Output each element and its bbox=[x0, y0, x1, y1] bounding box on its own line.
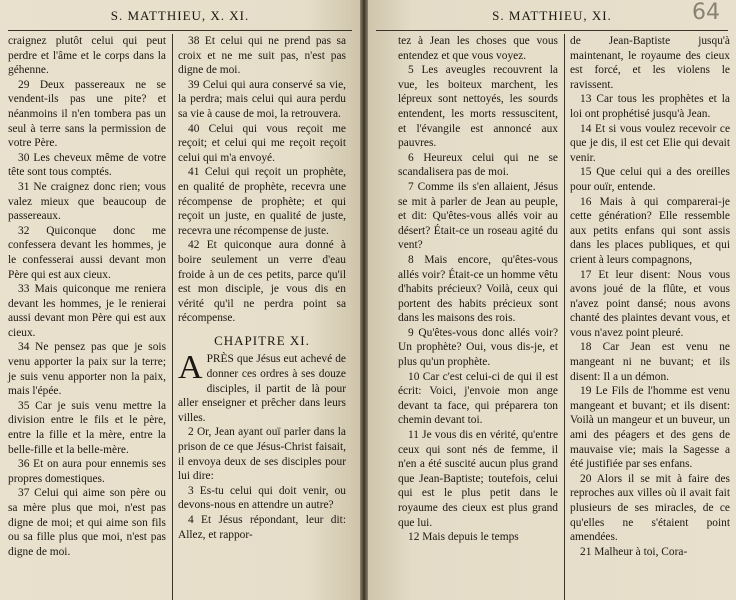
verse: 36 Et on aura pour ennemis ses propres domestiques. bbox=[8, 458, 166, 485]
verse: de Jean-Baptiste jusqu'à maintenant, le royaume des cieux est forcé, et les violens le ravissent. bbox=[570, 35, 730, 91]
verse: 29 Deux passereaux ne se vendent-ils pas une pite? et néanmoins il n'en tombera pas un seul à terre sans la permission de votre Père. bbox=[8, 78, 166, 150]
right-page bbox=[368, 0, 736, 600]
verse: 7 Comme ils s'en allaient, Jésus se mit à parler de Jean au peuple, et dit: Qu'êtes-vous allés voir au désert? Était-ce un roseau agité du vent? bbox=[398, 180, 558, 252]
verse: 19 Le Fils de l'homme est venu mangeant et buvant; et ils disent: Voilà un mangeur et un buveur, un ami des péagers et des gens de mauvaise vie; mais la Sagesse a été justifiée par ses enfans. bbox=[570, 385, 730, 471]
chapter-intro-text: PRÈS que Jésus eut achevé de donner ces ordres à ses douze disciples, il partit de là pour aller enseigner et prêcher dans leurs villes. bbox=[178, 353, 346, 424]
verse: 14 Et si vous voulez recevoir ce que je dis, il est cet Elie qui devait venir. bbox=[570, 122, 730, 164]
verse: 20 Alors il se mit à faire des reproches aux villes où il avait fait plusieurs de ses miracles, de ce qu'elles ne s'étaient point amendées. bbox=[570, 472, 730, 544]
verse: 33 Mais quiconque me reniera devant les hommes, je le renierai aussi devant mon Père qui est aux cieux. bbox=[8, 283, 166, 339]
verse: 9 Qu'êtes-vous donc allés voir? Un prophète? Oui, vous dis-je, et plus qu'un prophète. bbox=[398, 326, 558, 369]
verse: craignez plutôt celui qui peut perdre et l'âme et le corps dans la géhenne. bbox=[8, 35, 166, 77]
verse: 13 Car tous les prophètes et la loi ont prophétisé jusqu'à Jean. bbox=[570, 93, 730, 120]
verse: 15 Que celui qui a des oreilles pour ouïr, entende. bbox=[570, 166, 730, 193]
verse: 32 Quiconque donc me confessera devant les hommes, je le confesserai aussi devant mon Père qui est aux cieux. bbox=[8, 224, 166, 281]
column-2 bbox=[570, 34, 730, 600]
verse: 37 Celui qui aime son père ou sa mère plus que moi, n'est pas digne de moi; et qui aime son fils ou sa fille plus que moi, n'est pas digne de moi. bbox=[8, 487, 166, 558]
chapter-intro bbox=[178, 349, 346, 425]
left-page bbox=[0, 0, 360, 600]
verse: 18 Car Jean est venu ne mangeant ni ne buvant; et ils disent: Il a un démon. bbox=[570, 341, 730, 383]
column-1 bbox=[398, 34, 558, 600]
verse: 34 Ne pensez pas que je sois venu apporter la paix sur la terre; je suis venu apporter non la paix, mais l'épée. bbox=[8, 341, 166, 398]
verse: 11 Je vous dis en vérité, qu'entre ceux qui sont nés de femme, il n'en a été suscité aucun plus grand que Jean-Baptiste; toutefois, celui qui est le plus petit dans le royaume des cieux est plus grand que lui. bbox=[398, 429, 558, 529]
verse: 31 Ne craignez donc rien; vous valez mieux que beaucoup de passereaux. bbox=[8, 180, 166, 223]
chapter-title: CHAPITRE XI. bbox=[214, 332, 310, 348]
book-gutter bbox=[360, 0, 368, 600]
verse: 2 Or, Jean ayant ouï parler dans la prison de ce que Jésus-Christ faisait, il envoya deux de ses disciples pour lui dire: bbox=[178, 426, 346, 483]
verse: 10 Car c'est celui-ci de qui il est écrit: Voici, j'envoie mon ange devant ta face, qui préparera ton chemin devant toi. bbox=[398, 370, 558, 427]
verse: 4 Et Jésus répondant, leur dit: Allez, et rappor- bbox=[178, 514, 346, 541]
verse: 3 Es-tu celui qui doit venir, ou devons-nous en attendre un autre? bbox=[178, 484, 346, 512]
verse: 16 Mais à qui comparerai-je cette génération? Elle ressemble aux petits enfans qui sont assis dans les places publiques, et qui crient à leurs compagnons, bbox=[570, 195, 730, 266]
verse: 30 Les cheveux même de votre tête sont tous comptés. bbox=[8, 151, 166, 179]
verse: 6 Heureux celui qui ne se scandalisera pas de moi. bbox=[398, 151, 558, 179]
verse: 35 Car je suis venu mettre la division entre le fils et le père, entre la fille et la mère, entre la belle-fille et la belle-mère. bbox=[8, 399, 166, 456]
verse: 40 Celui qui vous reçoit me reçoit; et celui qui me reçoit reçoit celui qui m'a envoyé. bbox=[178, 122, 346, 164]
page-number-mark: 64 bbox=[692, 0, 720, 25]
column-1 bbox=[8, 34, 166, 600]
column-divider bbox=[172, 34, 173, 600]
running-head: S. MATTHIEU, X. XI. bbox=[8, 8, 352, 31]
verse: 38 Et celui qui ne prend pas sa croix et ne me suit pas, n'est pas digne de moi. bbox=[178, 35, 346, 77]
verse: 41 Celui qui reçoit un prophète, en qualité de prophète, recevra une récompense de prophète; et qui reçoit un juste, en qualité de juste, recevra une récompense de juste. bbox=[178, 166, 346, 237]
verse: 17 Et leur disent: Nous vous avons joué de la flûte, et vous n'avez point dansé; nous avons chanté des plaintes devant vous, et vous n'avez point pleuré. bbox=[570, 268, 730, 339]
verse: 12 Mais depuis le temps bbox=[408, 531, 519, 544]
verse: 8 Mais encore, qu'êtes-vous allés voir? Était-ce un homme vêtu d'habits précieux? Voilà, ceux qui portent des habits précieux sont dans les maisons des rois. bbox=[398, 253, 558, 325]
drop-cap: A bbox=[178, 349, 203, 387]
verse: 5 Les aveugles recouvrent la vue, les boiteux marchent, les lépreux sont nettoyés, les sourds entendent, les morts ressuscitent, et l'évangile est annoncé aux pauvres. bbox=[398, 64, 558, 150]
verse: 42 Et quiconque aura donné à boire seulement un verre d'eau froide à un de ces petits, parce qu'il est mon disciple, je vous dis en vérité qu'il ne perdra point sa récompense. bbox=[178, 239, 346, 325]
verse: 21 Malheur à toi, Cora- bbox=[580, 545, 688, 558]
verse: tez à Jean les choses que vous entendez et que vous voyez. bbox=[398, 35, 558, 62]
running-head: S. MATTHIEU, XI. bbox=[376, 8, 728, 31]
verse: 39 Celui qui aura conservé sa vie, la perdra; mais celui qui aura perdu sa vie à cause de moi, la retrouvera. bbox=[178, 78, 346, 120]
column-divider bbox=[564, 34, 565, 600]
column-2 bbox=[178, 34, 346, 600]
